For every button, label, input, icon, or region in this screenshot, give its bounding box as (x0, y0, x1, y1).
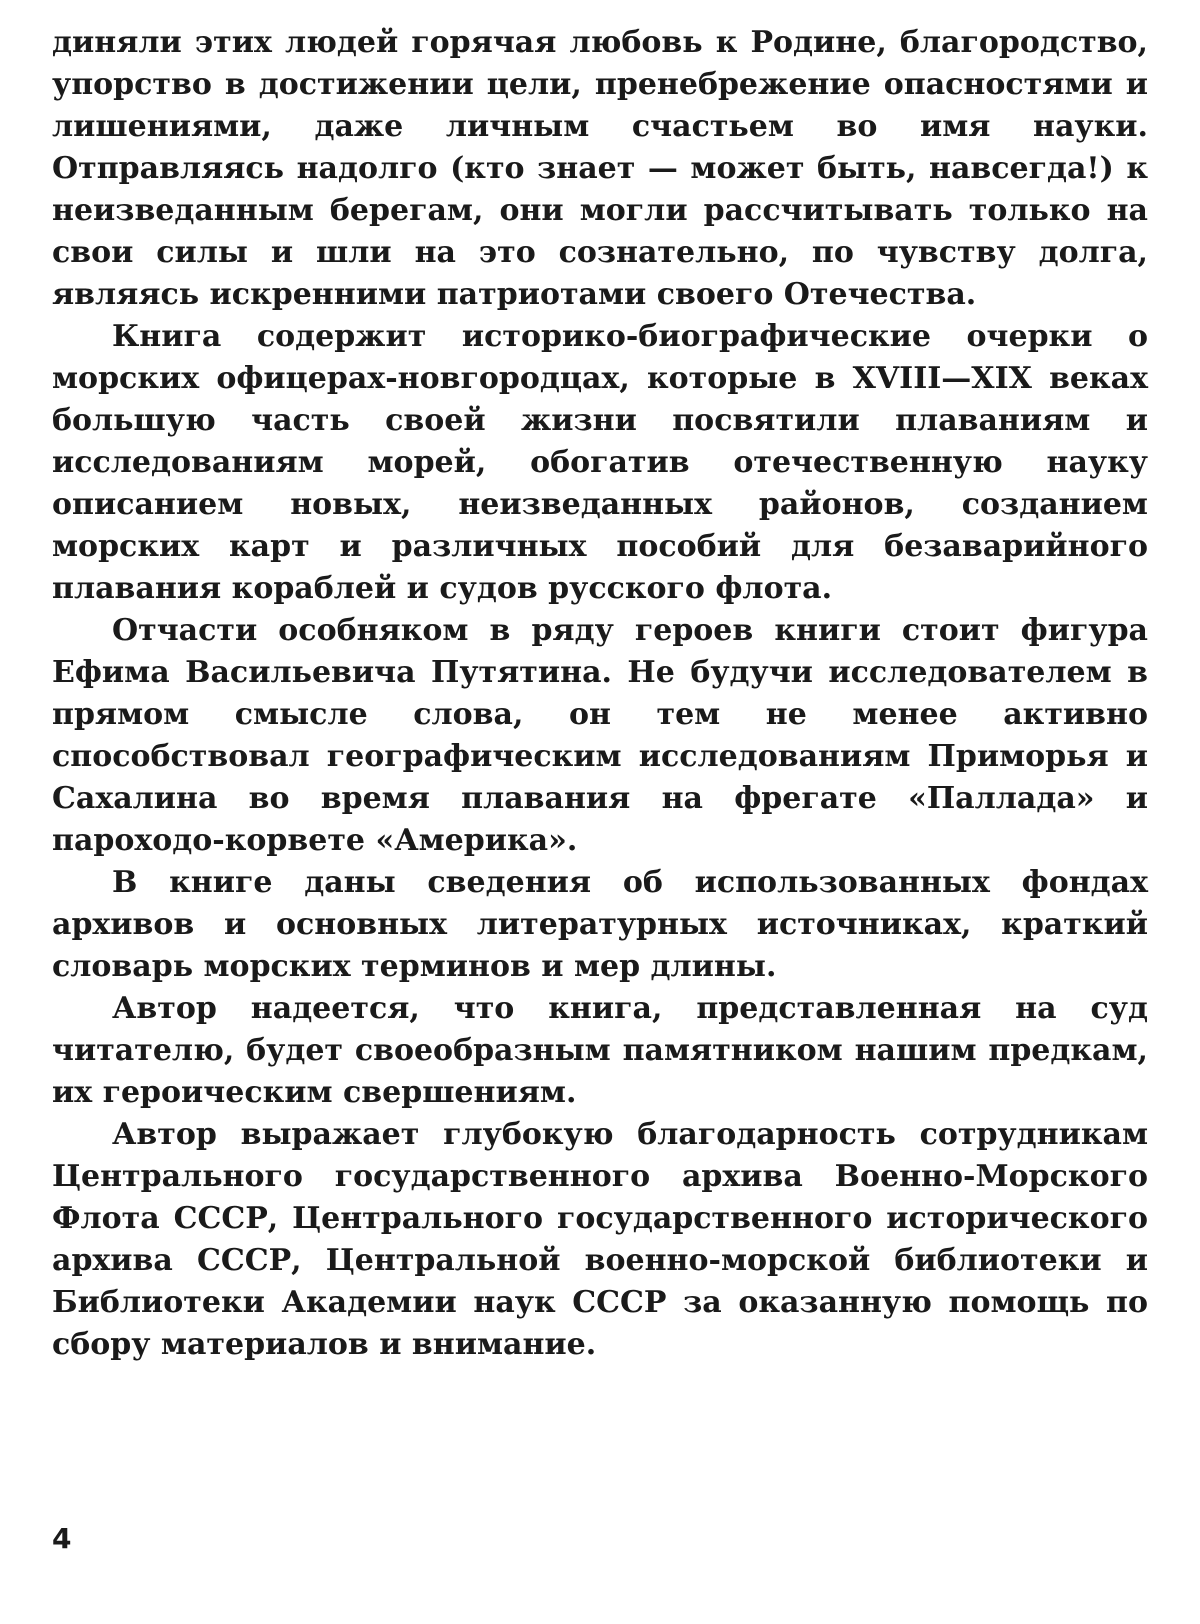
paragraph-putyatin: Отчасти особняком в ряду героев книги стоит фигура Ефима Васильевича Путятина. Не будучи исследователем в прямом смысле слова, он тем не менее активно способствовал географическим исследованиям Приморья и Сахалина во время плавания на фрегате «Паллада» и пароходо-корвете «Америка». (52, 613, 1148, 858)
paragraph-sources: В книге даны сведения об использованных фондах архивов и основных литературных источниках, краткий словарь морских терминов и мер длины. (52, 865, 1148, 984)
paragraph-author-hope: Автор надеется, что книга, представленная на суд читателю, будет своеобразным памятником нашим предкам, их героическим свершениям. (52, 991, 1148, 1110)
paragraph-book-contents: Книга содержит историко-биографические очерки о морских офицерах-новгородцах, которые в XVIII—XIX веках большую часть своей жизни посвятили плаваниям и исследованиям морей, обогатив отечественную науку описанием новых, неизведанных районов, созданием морских карт и различных пособий для безаварийного плавания кораблей и судов русского флота. (52, 319, 1148, 606)
body-text (52, 22, 1148, 1366)
paragraph-acknowledgements: Автор выражает глубокую благодарность сотрудникам Центрального государственного архива Военно-Морского Флота СССР, Центрального государственного исторического архива СССР, Центральной военно-морской библиотеки и Библиотеки Академии наук СССР за оказанную помощь по сбору материалов и внимание. (52, 1117, 1148, 1362)
page-number: 4 (52, 1522, 72, 1555)
paragraph-continuation: диняли этих людей горячая любовь к Родине, благородство, упорство в достижении цели, пренебрежение опасностями и лишениями, даже личным счастьем во имя науки. Отправляясь надолго (кто знает — может быть, навсегда!) к неизведанным берегам, они могли рассчитывать только на свои силы и шли на это сознательно, по чувству долга, являясь искренними патриотами своего Отечества. (52, 25, 1148, 312)
